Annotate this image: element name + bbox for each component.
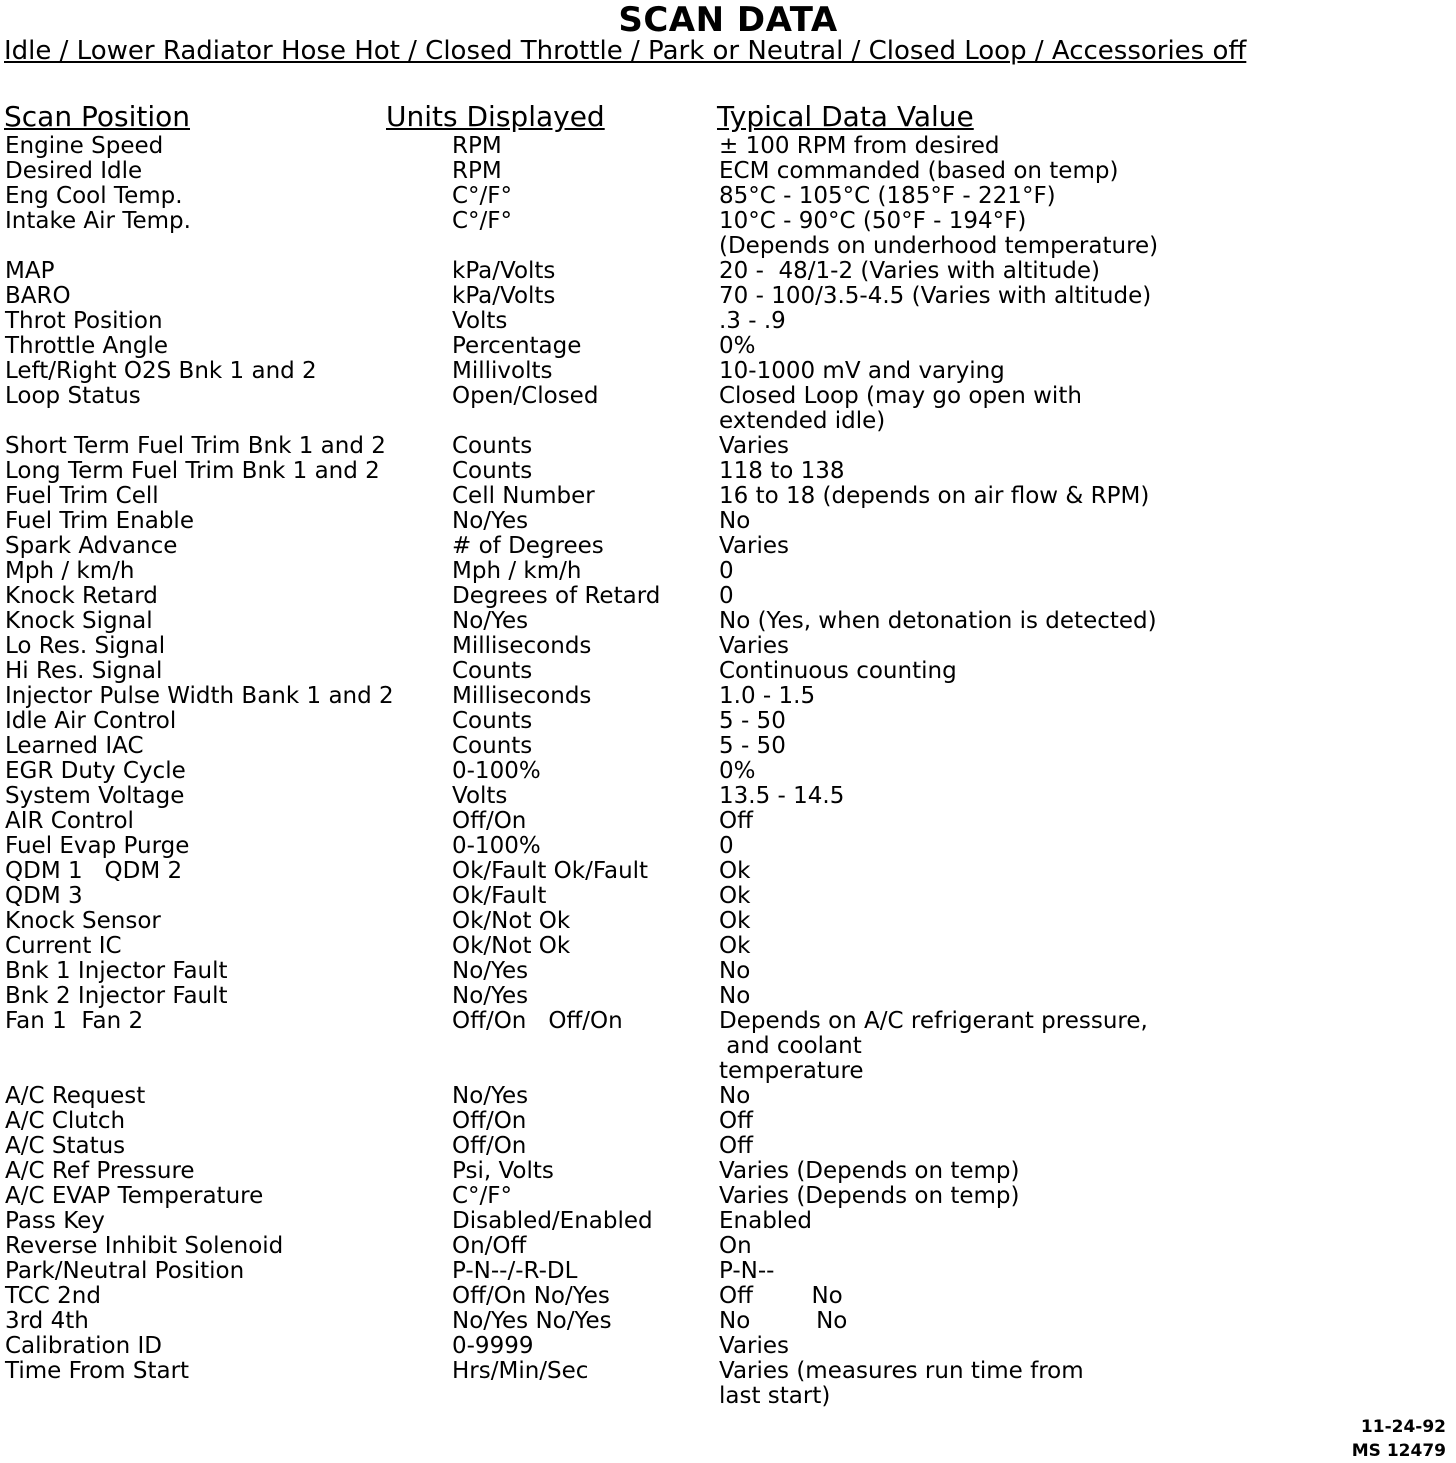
typical-data-value-cell: [719, 1359, 1084, 1409]
units-displayed-cell: No/Yes No/Yes: [452, 1308, 612, 1334]
scan-position-cell: TCC 2nd: [5, 1283, 101, 1309]
typical-data-value-cell: [719, 309, 786, 334]
typical-data-value-cell: [719, 534, 789, 559]
table-row: [0, 559, 1456, 584]
scan-position-cell: Fan 1 Fan 2: [5, 1008, 144, 1034]
typical-data-value-line: 118 to 138: [719, 458, 845, 484]
units-displayed-cell: Off/On Off/On: [452, 1008, 623, 1034]
units-displayed-cell: Ok/Fault Ok/Fault: [452, 858, 649, 884]
units-displayed-cell: Ok/Not Ok: [452, 933, 571, 959]
units-displayed-cell: Counts: [452, 733, 533, 759]
units-displayed-cell: C°/F°: [452, 208, 513, 234]
table-row: [0, 1109, 1456, 1134]
scan-position-cell: Reverse Inhibit Solenoid: [5, 1233, 284, 1259]
scan-position-cell: EGR Duty Cycle: [5, 758, 186, 784]
typical-data-value-cell: [719, 734, 786, 759]
units-displayed-cell: No/Yes: [452, 608, 529, 634]
typical-data-value-cell: [719, 934, 750, 959]
typical-data-value-cell: [719, 659, 957, 684]
typical-data-value-line: 13.5 - 14.5: [719, 783, 845, 809]
scan-position-cell: AIR Control: [5, 808, 134, 834]
typical-data-value-line: ECM commanded (based on temp): [719, 158, 1119, 184]
typical-data-value-cell: [719, 1309, 847, 1334]
typical-data-value-cell: [719, 159, 1118, 184]
typical-data-value-cell: [719, 209, 1158, 259]
table-row: [0, 484, 1456, 509]
table-row: [0, 384, 1456, 434]
scan-position-cell: Hi Res. Signal: [5, 658, 163, 684]
units-displayed-cell: Millivolts: [452, 358, 553, 384]
typical-data-value-cell: [719, 834, 734, 859]
typical-data-value-line: Off: [719, 1108, 753, 1134]
table-row: [0, 784, 1456, 809]
table-row: [0, 284, 1456, 309]
table-row: [0, 734, 1456, 759]
table-row: [0, 184, 1456, 209]
units-displayed-cell: Cell Number: [452, 483, 595, 509]
scan-position-cell: MAP: [5, 258, 55, 284]
table-row: [0, 1284, 1456, 1309]
table-row: [0, 609, 1456, 634]
typical-data-value-line: 0%: [719, 758, 756, 784]
table-row: [0, 134, 1456, 159]
scan-position-cell: Throttle Angle: [5, 333, 168, 359]
table-row: [0, 1234, 1456, 1259]
scan-position-cell: Fuel Evap Purge: [5, 833, 190, 859]
typical-data-value-line: Off: [719, 1133, 753, 1159]
typical-data-value-line: 0: [719, 583, 734, 609]
units-displayed-cell: Off/On No/Yes: [452, 1283, 610, 1309]
scan-position-cell: Mph / km/h: [5, 558, 135, 584]
typical-data-value-line: 10-1000 mV and varying: [719, 358, 1005, 384]
scan-position-cell: Idle Air Control: [5, 708, 177, 734]
units-displayed-cell: Counts: [452, 433, 533, 459]
units-displayed-cell: Off/On: [452, 808, 527, 834]
typical-data-value-cell: [719, 1209, 812, 1234]
scan-position-cell: QDM 1 QDM 2: [5, 858, 183, 884]
units-displayed-cell: # of Degrees: [452, 533, 604, 559]
units-displayed-cell: Disabled/Enabled: [452, 1208, 653, 1234]
table-row: [0, 684, 1456, 709]
typical-data-value-line: Varies (Depends on temp): [719, 1183, 1020, 1209]
units-displayed-cell: Counts: [452, 708, 533, 734]
table-row: [0, 359, 1456, 384]
table-row: [0, 1159, 1456, 1184]
scan-position-cell: Fuel Trim Cell: [5, 483, 159, 509]
units-displayed-cell: 0-100%: [452, 833, 541, 859]
typical-data-value-cell: [719, 1084, 750, 1109]
typical-data-value-line: Varies: [719, 633, 790, 659]
scan-position-cell: Long Term Fuel Trim Bnk 1 and 2: [5, 458, 380, 484]
typical-data-value-cell: [719, 1009, 1148, 1084]
table-row: [0, 209, 1456, 259]
typical-data-value-line: Off: [719, 808, 753, 834]
typical-data-value-line: 20 - 48/1-2 (Varies with altitude): [719, 258, 1101, 284]
scan-position-cell: A/C EVAP Temperature: [5, 1183, 264, 1209]
units-displayed-cell: C°/F°: [452, 1183, 513, 1209]
scan-position-cell: 3rd 4th: [5, 1308, 89, 1334]
scan-position-cell: Time From Start: [5, 1358, 190, 1384]
units-displayed-cell: kPa/Volts: [452, 258, 556, 284]
typical-data-value-cell: [719, 1134, 753, 1159]
scan-position-cell: BARO: [5, 283, 71, 309]
units-displayed-cell: Milliseconds: [452, 683, 592, 709]
table-row: [0, 584, 1456, 609]
typical-data-value-line: Ok: [719, 933, 751, 959]
table-row: [0, 959, 1456, 984]
scan-position-cell: Eng Cool Temp.: [5, 183, 183, 209]
scan-position-cell: Bnk 2 Injector Fault: [5, 983, 228, 1009]
footer-ref: MS 12479: [1351, 1441, 1446, 1461]
units-displayed-cell: Ok/Fault: [452, 883, 547, 909]
typical-data-value-cell: [719, 334, 756, 359]
typical-data-value-cell: [719, 1234, 752, 1259]
header-typical-data-value: Typical Data Value: [717, 100, 974, 133]
table-row: [0, 534, 1456, 559]
typical-data-value-line: 5 - 50: [719, 708, 786, 734]
units-displayed-cell: Psi, Volts: [452, 1158, 554, 1184]
typical-data-value-cell: [719, 259, 1100, 284]
typical-data-value-cell: [719, 1284, 843, 1309]
document-title: SCAN DATA: [618, 0, 838, 40]
table-row: [0, 259, 1456, 284]
typical-data-value-line: No: [719, 1083, 751, 1109]
scan-position-cell: Spark Advance: [5, 533, 178, 559]
units-displayed-cell: 0-9999: [452, 1333, 534, 1359]
typical-data-value-line: Varies (Depends on temp): [719, 1158, 1020, 1184]
scan-position-cell: A/C Clutch: [5, 1108, 126, 1134]
typical-data-value-line: Varies (measures run time from: [719, 1358, 1084, 1384]
table-row: [0, 1134, 1456, 1159]
typical-data-value-line: No No: [719, 1308, 848, 1334]
scan-position-cell: Current IC: [5, 933, 122, 959]
typical-data-value-line: Varies: [719, 433, 790, 459]
scan-position-cell: Learned IAC: [5, 733, 144, 759]
typical-data-value-line: Ok: [719, 883, 751, 909]
typical-data-value-line: Depends on A/C refrigerant pressure,: [719, 1008, 1148, 1034]
typical-data-value-cell: [719, 984, 750, 1009]
units-displayed-cell: No/Yes: [452, 958, 529, 984]
units-displayed-cell: kPa/Volts: [452, 283, 556, 309]
table-row: [0, 1309, 1456, 1334]
scan-position-cell: Bnk 1 Injector Fault: [5, 958, 228, 984]
typical-data-value-line: extended idle): [719, 408, 886, 434]
typical-data-value-cell: [719, 959, 750, 984]
units-displayed-cell: Counts: [452, 458, 533, 484]
typical-data-value-cell: [719, 184, 1056, 209]
typical-data-value-cell: [719, 284, 1151, 309]
units-displayed-cell: Percentage: [452, 333, 582, 359]
typical-data-value-line: 5 - 50: [719, 733, 786, 759]
footer-date: 11-24-92: [1360, 1417, 1446, 1437]
typical-data-value-cell: [719, 1184, 1020, 1209]
typical-data-value-line: Ok: [719, 908, 751, 934]
table-row: [0, 309, 1456, 334]
typical-data-value-cell: [719, 809, 753, 834]
table-row: [0, 884, 1456, 909]
typical-data-value-line: Closed Loop (may go open with: [719, 383, 1082, 409]
units-displayed-cell: P-N--/-R-DL: [452, 1258, 578, 1284]
units-displayed-cell: 0-100%: [452, 758, 541, 784]
scan-position-cell: Left/Right O2S Bnk 1 and 2: [5, 358, 317, 384]
scan-position-cell: Calibration ID: [5, 1333, 162, 1359]
table-row: [0, 1359, 1456, 1409]
scan-position-cell: System Voltage: [5, 783, 185, 809]
document-subtitle: Idle / Lower Radiator Hose Hot / Closed Throttle / Park or Neutral / Closed Loop / Accessories off: [4, 36, 1247, 66]
typical-data-value-line: 0: [719, 558, 734, 584]
typical-data-value-line: Varies: [719, 1333, 790, 1359]
table-row: [0, 434, 1456, 459]
units-displayed-cell: Mph / km/h: [452, 558, 582, 584]
units-displayed-cell: Off/On: [452, 1133, 527, 1159]
table-row: [0, 1009, 1456, 1084]
typical-data-value-cell: [719, 434, 789, 459]
scan-position-cell: Throt Position: [5, 308, 163, 334]
typical-data-value-line: Varies: [719, 533, 790, 559]
typical-data-value-cell: [719, 134, 999, 159]
typical-data-value-cell: [719, 1159, 1020, 1184]
units-displayed-cell: Volts: [452, 783, 508, 809]
table-row: [0, 1259, 1456, 1284]
typical-data-value-cell: [719, 784, 844, 809]
typical-data-value-cell: [719, 759, 756, 784]
table-row: [0, 634, 1456, 659]
scan-position-cell: Knock Signal: [5, 608, 153, 634]
scan-position-cell: Engine Speed: [5, 133, 164, 159]
table-row: [0, 509, 1456, 534]
typical-data-value-line: 85°C - 105°C (185°F - 221°F): [719, 183, 1056, 209]
typical-data-value-cell: [719, 1109, 753, 1134]
typical-data-value-cell: [719, 559, 734, 584]
table-row: [0, 334, 1456, 359]
table-row: [0, 859, 1456, 884]
units-displayed-cell: Degrees of Retard: [452, 583, 661, 609]
units-displayed-cell: No/Yes: [452, 983, 529, 1009]
typical-data-value-line: 1.0 - 1.5: [719, 683, 816, 709]
scan-position-cell: Fuel Trim Enable: [5, 508, 194, 534]
typical-data-value-line: ± 100 RPM from desired: [719, 133, 1000, 159]
scan-position-cell: Desired Idle: [5, 158, 143, 184]
typical-data-value-cell: [719, 584, 734, 609]
typical-data-value-cell: [719, 509, 750, 534]
typical-data-value-line: 16 to 18 (depends on air flow & RPM): [719, 483, 1150, 509]
typical-data-value-line: last start): [719, 1383, 831, 1409]
typical-data-value-cell: [719, 359, 1005, 384]
typical-data-value-line: 0%: [719, 333, 756, 359]
typical-data-value-cell: [719, 484, 1149, 509]
typical-data-value-line: Enabled: [719, 1208, 812, 1234]
units-displayed-cell: Milliseconds: [452, 633, 592, 659]
table-row: [0, 709, 1456, 734]
typical-data-value-line: On: [719, 1233, 752, 1259]
typical-data-value-line: temperature: [719, 1058, 864, 1084]
table-row: [0, 809, 1456, 834]
typical-data-value-cell: [719, 634, 789, 659]
typical-data-value-line: and coolant: [719, 1033, 862, 1059]
typical-data-value-line: Continuous counting: [719, 658, 957, 684]
typical-data-value-cell: [719, 709, 786, 734]
table-row: [0, 1184, 1456, 1209]
table-row: [0, 934, 1456, 959]
table-row: [0, 159, 1456, 184]
typical-data-value-line: No: [719, 983, 751, 1009]
typical-data-value-line: (Depends on underhood temperature): [719, 233, 1159, 259]
typical-data-value-cell: [719, 859, 750, 884]
typical-data-value-cell: [719, 384, 1082, 434]
scan-position-cell: Short Term Fuel Trim Bnk 1 and 2: [5, 433, 386, 459]
typical-data-value-line: No: [719, 508, 751, 534]
scan-position-cell: Injector Pulse Width Bank 1 and 2: [5, 683, 394, 709]
scan-position-cell: Knock Sensor: [5, 908, 161, 934]
scan-position-cell: Knock Retard: [5, 583, 158, 609]
scan-position-cell: Lo Res. Signal: [5, 633, 166, 659]
typical-data-value-cell: [719, 884, 750, 909]
typical-data-value-line: No (Yes, when detonation is detected): [719, 608, 1157, 634]
typical-data-value-cell: [719, 459, 845, 484]
scan-position-cell: Park/Neutral Position: [5, 1258, 245, 1284]
units-displayed-cell: Ok/Not Ok: [452, 908, 571, 934]
typical-data-value-line: .3 - .9: [719, 308, 786, 334]
header-scan-position: Scan Position: [4, 100, 190, 133]
scan-position-cell: Loop Status: [5, 383, 141, 409]
typical-data-value-line: Off No: [719, 1283, 843, 1309]
typical-data-value-cell: [719, 909, 750, 934]
units-displayed-cell: On/Off: [452, 1233, 527, 1259]
table-row: [0, 459, 1456, 484]
units-displayed-cell: Hrs/Min/Sec: [452, 1358, 589, 1384]
scan-position-cell: QDM 3: [5, 883, 83, 909]
units-displayed-cell: RPM: [452, 158, 502, 184]
units-displayed-cell: No/Yes: [452, 508, 529, 534]
units-displayed-cell: No/Yes: [452, 1083, 529, 1109]
typical-data-value-cell: [719, 609, 1157, 634]
table-row: [0, 834, 1456, 859]
typical-data-value-line: P-N--: [719, 1258, 775, 1284]
table-row: [0, 659, 1456, 684]
typical-data-value-cell: [719, 1259, 774, 1284]
scan-position-cell: A/C Request: [5, 1083, 146, 1109]
units-displayed-cell: Counts: [452, 658, 533, 684]
table-row: [0, 759, 1456, 784]
typical-data-value-line: No: [719, 958, 751, 984]
typical-data-value-line: 0: [719, 833, 734, 859]
units-displayed-cell: Off/On: [452, 1108, 527, 1134]
table-row: [0, 1209, 1456, 1234]
typical-data-value-line: 70 - 100/3.5-4.5 (Varies with altitude): [719, 283, 1152, 309]
typical-data-value-line: Ok: [719, 858, 751, 884]
units-displayed-cell: Open/Closed: [452, 383, 599, 409]
table-row: [0, 1334, 1456, 1359]
table-row: [0, 909, 1456, 934]
units-displayed-cell: C°/F°: [452, 183, 513, 209]
typical-data-value-cell: [719, 684, 815, 709]
scan-position-cell: A/C Status: [5, 1133, 126, 1159]
scan-position-cell: Pass Key: [5, 1208, 105, 1234]
header-units-displayed: Units Displayed: [386, 100, 605, 133]
typical-data-value-cell: [719, 1334, 789, 1359]
scan-position-cell: Intake Air Temp.: [5, 208, 191, 234]
units-displayed-cell: RPM: [452, 133, 502, 159]
table-row: [0, 984, 1456, 1009]
table-row: [0, 1084, 1456, 1109]
scan-position-cell: A/C Ref Pressure: [5, 1158, 195, 1184]
units-displayed-cell: Volts: [452, 308, 508, 334]
typical-data-value-line: 10°C - 90°C (50°F - 194°F): [719, 208, 1027, 234]
